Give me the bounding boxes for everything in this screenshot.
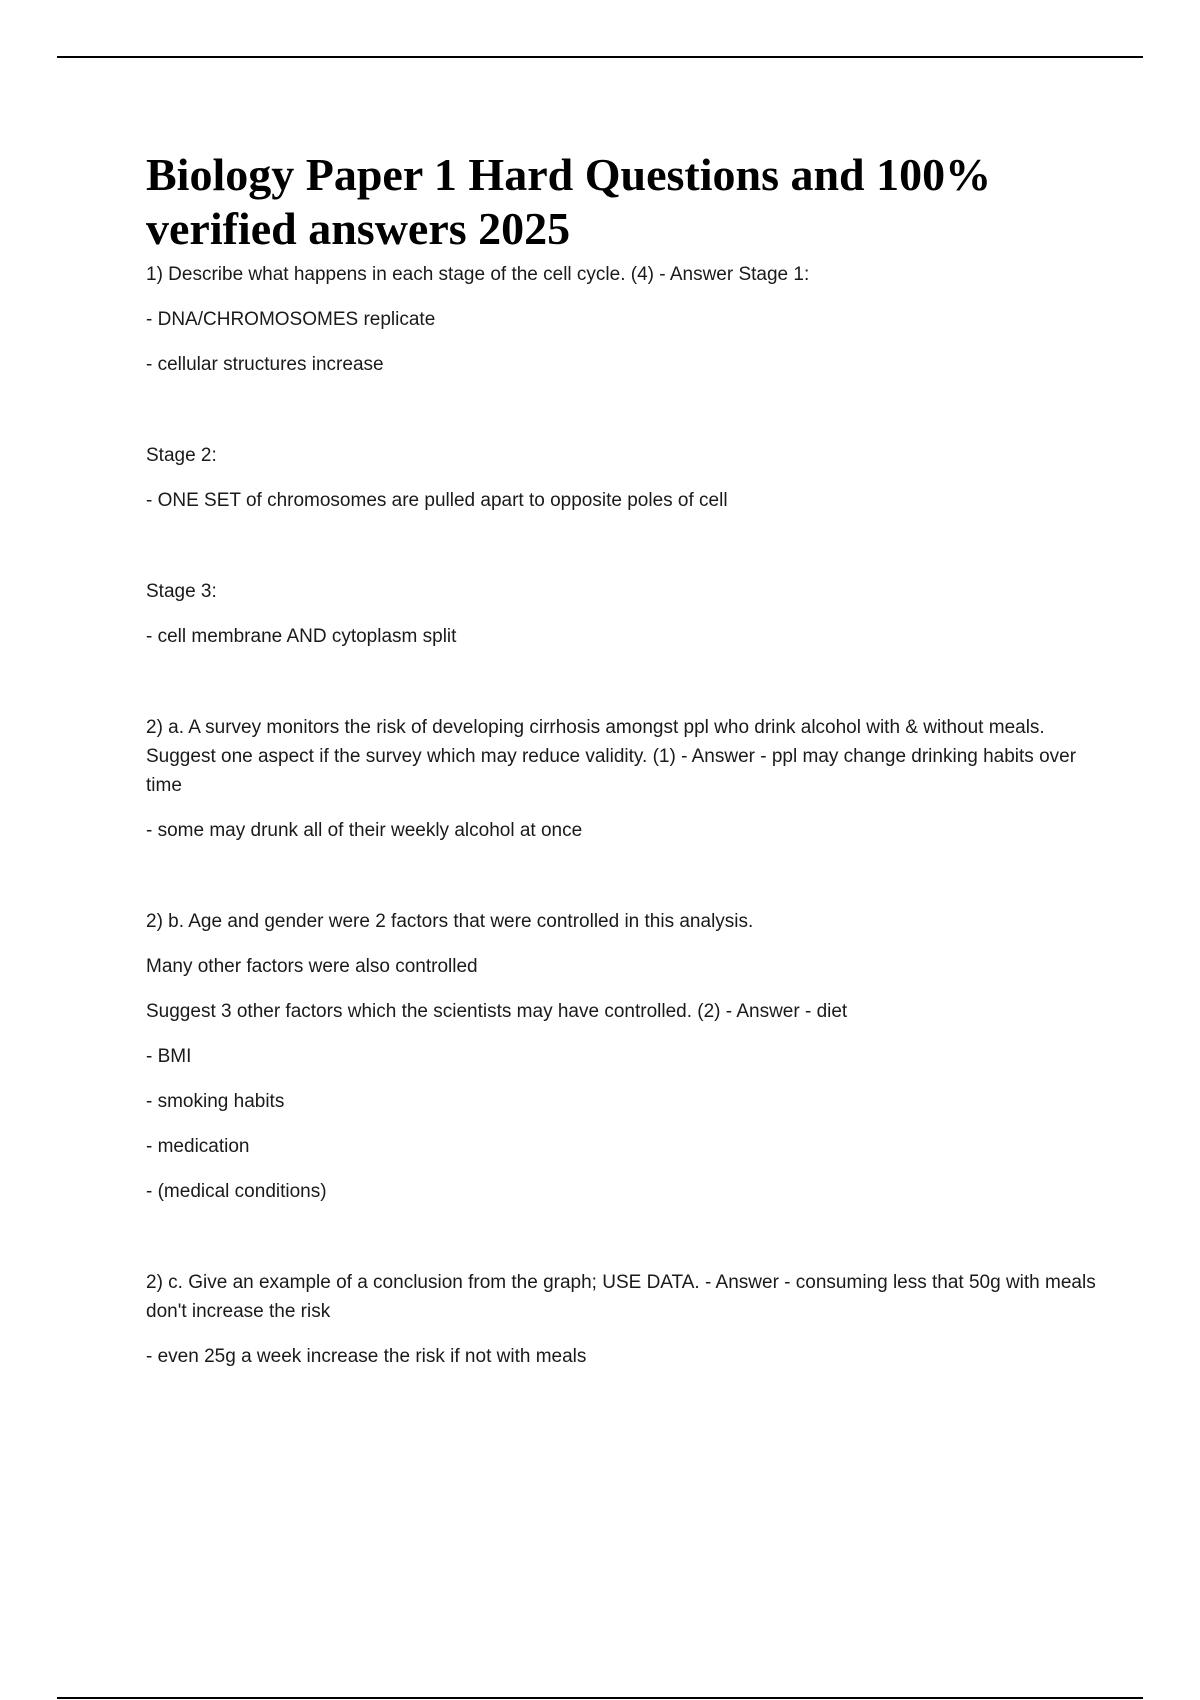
answer-line: - medication bbox=[146, 1136, 250, 1157]
answer-line: - DNA/CHROMOSOMES replicate bbox=[146, 309, 436, 330]
question-1: 1) Describe what happens in each stage of the cell cycle. (4) - Answer Stage 1: bbox=[146, 264, 810, 285]
answer-line: - smoking habits bbox=[146, 1091, 285, 1112]
answer-line: - BMI bbox=[146, 1046, 192, 1067]
top-rule bbox=[57, 56, 1143, 58]
answer-line: - cell membrane AND cytoplasm split bbox=[146, 626, 457, 647]
answer-line: - (medical conditions) bbox=[146, 1181, 327, 1202]
question-text: Many other factors were also controlled bbox=[146, 956, 478, 977]
answer-line: - cellular structures increase bbox=[146, 354, 384, 375]
answer-line: - some may drunk all of their weekly alcohol at once bbox=[146, 820, 583, 841]
question-text: Suggest 3 other factors which the scientists may have controlled. (2) - Answer - diet bbox=[146, 1001, 848, 1022]
bottom-rule bbox=[57, 1697, 1143, 1699]
question-2b: 2) b. Age and gender were 2 factors that were controlled in this analysis. bbox=[146, 911, 754, 932]
stage-heading: Stage 3: bbox=[146, 581, 217, 602]
answer-line: - even 25g a week increase the risk if not with meals bbox=[146, 1346, 587, 1367]
document-title: Biology Paper 1 Hard Questions and 100% verified answers 2025 bbox=[146, 149, 992, 254]
document-body bbox=[146, 148, 1106, 1371]
stage-heading: Stage 2: bbox=[146, 445, 217, 466]
question-2a: 2) a. A survey monitors the risk of developing cirrhosis amongst ppl who drink alcohol with & without meals. Suggest one aspect if the survey which may reduce validity. (1) - Answer - ppl may change drinking habits over time bbox=[146, 717, 1077, 796]
answer-line: - ONE SET of chromosomes are pulled apart to opposite poles of cell bbox=[146, 490, 728, 511]
question-2c: 2) c. Give an example of a conclusion from the graph; USE DATA. - Answer - consuming less that 50g with meals don't increase the risk bbox=[146, 1272, 1096, 1322]
